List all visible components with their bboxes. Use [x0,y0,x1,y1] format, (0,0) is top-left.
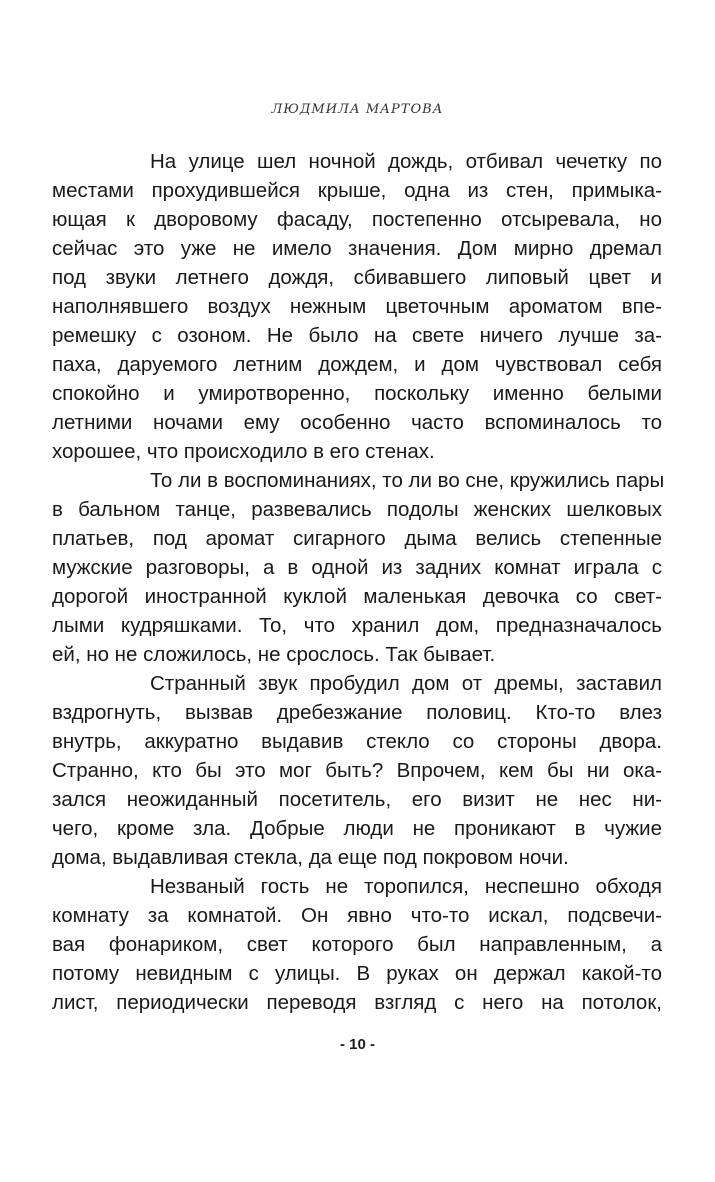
text-line: наполнявшего воздух нежным цветочным ароматом впе- [52,295,662,318]
text-line: платьев, под аромат сигарного дыма велись степенные [52,527,662,550]
text-line: ремешку с озоном. Не было на свете ничего лучше за- [52,324,662,347]
text-line: сейчас это уже не имело значения. Дом мирно дремал [52,237,662,260]
text-line: лыми кудряшками. То, что хранил дом, предназначалось [52,614,662,637]
text-line: Незваный гость не торопился, неспешно обходя [150,875,662,898]
text-line: чего, кроме зла. Добрые люди не проникают в чужие [52,817,662,840]
text-line: спокойно и умиротворенно, поскольку именно белыми [52,382,662,405]
text-line: паха, даруемого летним дождем, и дом чувствовал себя [52,353,662,376]
paragraph [52,466,665,669]
text-line: ющая к дворовому фасаду, постепенно отсыревала, но [52,208,662,231]
paragraph [52,669,662,872]
paragraph [52,872,662,1017]
text-line: хорошее, что происходило в его стенах. [52,440,435,463]
text-line: внутрь, аккуратно выдавив стекло со стороны двора. [52,730,662,753]
text-line: мужские разговоры, а в одной из задних комнат играла с [52,556,662,579]
text-line: На улице шел ночной дождь, отбивал чечетку по [150,150,662,173]
text-line: вая фонариком, свет которого был направленным, а [52,933,662,956]
text-line: под звуки летнего дождя, сбивавшего липовый цвет и [52,266,662,289]
text-line: потому невидным с улицы. В руках он держал какой-то [52,962,662,985]
paragraph [52,147,662,466]
text-line: комнату за комнатой. Он явно что-то искал, подсвечи- [52,904,662,927]
text-line: зался неожиданный посетитель, его визит не нес ни- [52,788,662,811]
text-line: лист, периодически переводя взгляд с него на потолок, [52,991,662,1014]
text-line: местами прохудившейся крыше, одна из стен, примыка- [52,179,662,202]
text-line: дорогой иностранной куклой маленькая девочка со свет- [52,585,662,608]
text-line: летними ночами ему особенно часто вспоминалось то [52,411,662,434]
text-line: Странный звук пробудил дом от дремы, заставил [150,672,662,695]
page-number: - 10 - [339,1036,375,1053]
text-line: в бальном танце, развевались подолы женских шелковых [52,498,662,521]
body-text [52,147,665,1017]
text-line: Странно, кто бы это мог быть? Впрочем, кем бы ни ока- [52,759,662,782]
text-line: вздрогнуть, вызвав дребезжание половиц. Кто-то влез [52,701,662,724]
text-line: дома, выдавливая стекла, да еще под покровом ночи. [52,846,569,869]
text-line: ей, но не сложилось, не срослось. Так бывает. [52,643,496,666]
running-header: ЛЮДМИЛА МАРТОВА [271,102,444,117]
text-line: То ли в воспоминаниях, то ли во сне, кружились пары [150,469,665,492]
